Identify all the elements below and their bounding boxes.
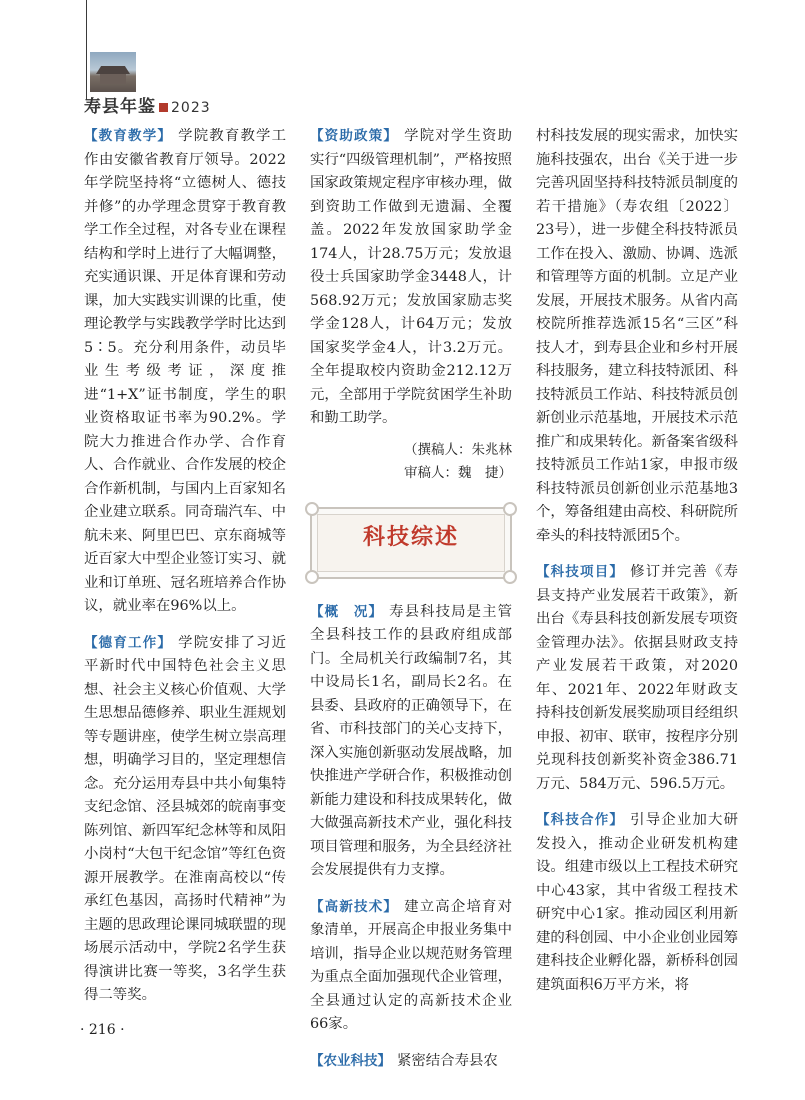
column-1: [84, 125, 286, 1008]
paragraph-tag: 【概 况】: [310, 603, 384, 620]
yearbook-title: [84, 92, 211, 117]
paragraph-text: 学院教育教学工作由安徽省教育厅领导。2022年学院坚持将“立德树人、德技并修”的办学理念贯穿于教育教学工作全过程，对各专业在课程结构和学时上进行了大幅调整，充实通识课、开足体育课和劳动课，加大实践实训课的比重，使理论教学与实践教学学时比达到5∶5。充分利用条件，动员毕业生考级考证，深度推进“1+X”证书制度，学生的职业资格取证书率为90.2%。学院大力推进合作办学、合作育人、合作就业、合作发展的校企合作新机制，与国内上百家知名企业建立联系。同奇瑞汽车、中航未来、阿里巴巴、京东商城等近百家大中型企业签订实习、就业和订单班、冠名班培养合作协议，就业率在96%以上。: [84, 128, 286, 614]
paragraph-text: 紧密结合寿县农: [397, 1052, 498, 1069]
paragraph-overview: [310, 601, 512, 883]
paragraph-teaching: [84, 125, 286, 619]
paragraph-tech-projects: [536, 561, 738, 796]
paragraph-text: 学院安排了习近平新时代中国特色社会主义思想、社会主义核心价值观、大学生思想品德修养、职业生涯规划等专题讲座，使学生树立崇高理想，明确学习目的，坚定理想信念。充分运用寿县中共小甸集特支纪念馆、泾县城郊的皖南事变陈列馆、新四军纪念林等和凤阳小岗村“大包干纪念馆”等红色资源开展教学。在淮南高校以“传承红色基因，高扬时代精神”为主题的思政理论课同城联盟的现场展示活动中，学院2名学生获得演讲比赛一等奖，3名学生获得二等奖。: [84, 634, 286, 1003]
paragraph-funding: [310, 125, 512, 431]
paragraph-tag: 【教育教学】: [84, 128, 173, 144]
author-line: （撰稿人：朱兆林: [404, 441, 512, 458]
paragraph-text: 引导企业加大研发投入，推动企业研发机构建设。组建市级以上工程技术研究中心43家，其中省级工程技术研究中心1家。推动园区利用新建的科创园、中小企业创业园筹建科技企业孵化器，新桥科创园建筑面积6万平方米，将: [536, 812, 738, 993]
paragraph-tech-cooperation: [536, 809, 738, 997]
paragraph-agri-tech-cont: [536, 125, 738, 548]
section-header-box: [310, 507, 512, 579]
yearbook-name: 寿县年鉴: [84, 97, 156, 117]
paragraph-tag: 【资助政策】: [310, 128, 399, 144]
paragraph-tag: 【科技项目】: [536, 564, 625, 580]
column-3: [536, 125, 738, 997]
paragraph-tag: 【高新技术】: [310, 898, 399, 915]
page-number: · 216 ·: [80, 1022, 125, 1038]
paragraph-text: 学院对学生资助实行“四级管理机制”，严格按照国家政策规定程序审核办理，做到资助工作做到无遗漏、全覆盖。2022年发放国家助学金174人，计28.75万元；发放退役士兵国家助学金3448人，计568.92万元；发放国家励志奖学金128人，计64万元；发放国家奖学金4人，计3.2万元。全年提取校内资助金212.12万元，全部用于学院贫困学生补助和勤工助学。: [310, 128, 512, 426]
reviewer-line: 审稿人：魏 捷）: [404, 464, 512, 481]
header-landmark-image: [90, 52, 136, 92]
paragraph-text: 建立高企培育对象清单，开展高企申报业务集中培训，指导企业以规范财务管理为重点全面加强现代企业管理，全县通过认定的高新技术企业66家。: [310, 898, 512, 1032]
paragraph-tag: 【农业科技】: [310, 1052, 391, 1069]
section-title: 科技综述: [362, 524, 459, 550]
column-2: [310, 125, 512, 1073]
paragraph-tag: 【德育工作】: [84, 634, 173, 651]
paragraph-high-tech: [310, 896, 512, 1037]
author-signature: [310, 439, 512, 485]
yearbook-year: 2023: [171, 100, 211, 116]
paragraph-tag: 【科技合作】: [536, 812, 625, 828]
paragraph-text: 寿县科技局是主管全县科技工作的县政府组成部门。全局机关行政编制7名，其中设局长1名，副局长2名。在县委、县政府的正确领导下，在省、市科技部门的关心支持下，深入实施创新驱动发展战略，加快推进产学研合作，积极推动创新能力建设和科技成果转化，做大做强高新技术产业，强化科技项目管理和服务，为全县经济社会发展提供有力支撑。: [310, 603, 512, 878]
paragraph-moral-education: [84, 632, 286, 1008]
header-rule: [86, 0, 87, 100]
seal-mark: [159, 103, 168, 112]
paragraph-text: 修订并完善《寿县支持产业发展若干政策》，新出台《寿县科技创新发展专项资金管理办法》。依据县财政支持产业发展若干政策，对2020年、2021年、2022年财政支持科技创新发展奖励项目经组织申报、初审、联审，按程序分别兑现科技创新奖补资金386.71万元、584万元、596.5万元。: [536, 564, 738, 792]
paragraph-agri-tech: [310, 1050, 512, 1074]
paragraph-text: 村科技发展的现实需求，加快实施科技强农，出台《关于进一步完善巩固坚持科技特派员制度的若干措施》（寿农组〔2022〕23号），进一步健全科技特派员工作在投入、激励、协调、选派和管理等方面的机制。立足产业发展，开展技术服务。从省内高校院所推荐选派15名“三区”科技人才，到寿县企业和乡村开展科技服务，建立科技特派团、科技特派员工作站、科技特派员创新创业示范基地，开展技术示范推广和成果转化。新备案省级科技特派员工作站1家，申报市级科技特派员创新创业示范基地3个，筹备组建由高校、科研院所牵头的科技特派团5个。: [536, 128, 738, 544]
